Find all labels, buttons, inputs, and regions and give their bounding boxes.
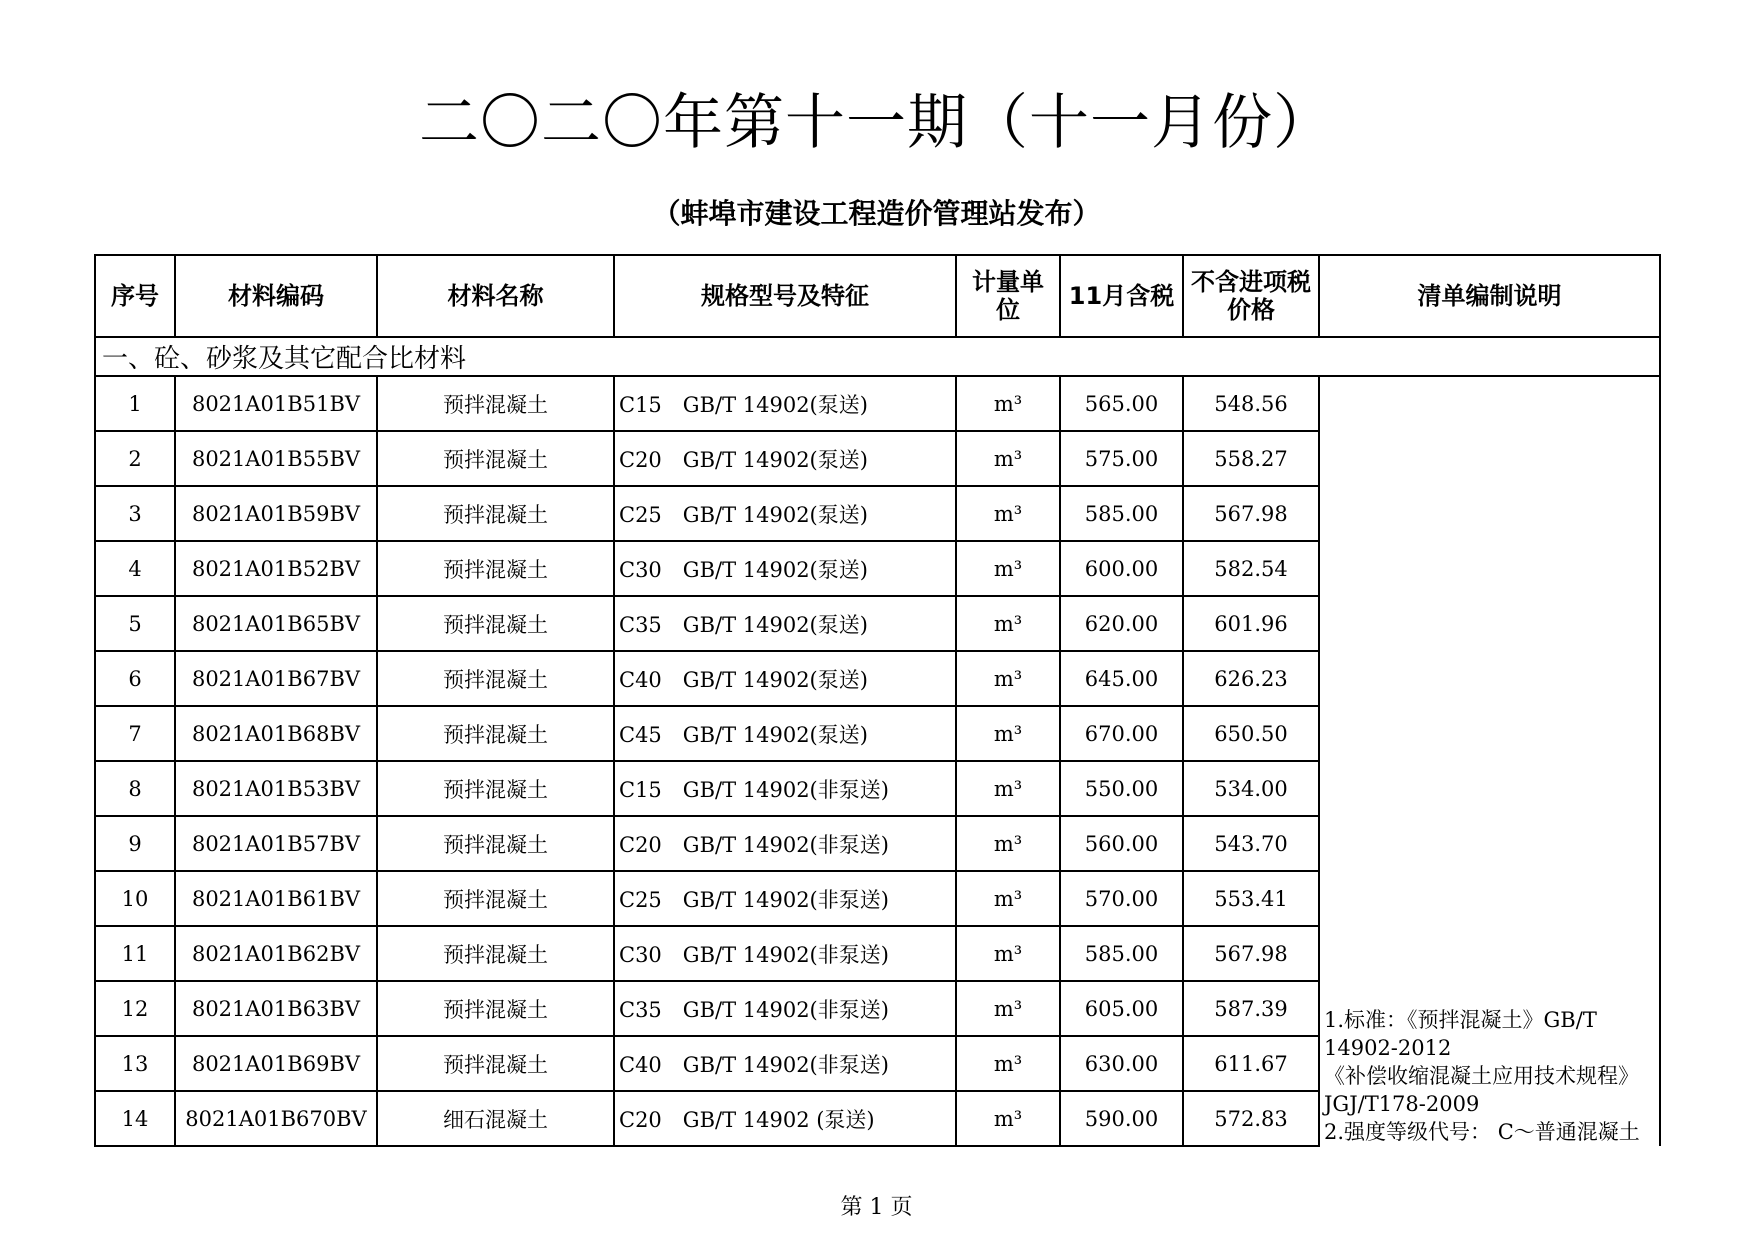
cell-unit: m³: [956, 486, 1060, 541]
cell-code: 8021A01B63BV: [175, 981, 377, 1036]
cell-price-notax: 534.00: [1183, 761, 1319, 816]
cell-spec: C35 GB/T 14902(泵送): [614, 596, 956, 651]
cell-index: 9: [95, 816, 175, 871]
cell-price-tax: 585.00: [1060, 926, 1183, 981]
cell-spec: C30 GB/T 14902(泵送): [614, 541, 956, 596]
header-unit: 计量单位: [956, 255, 1060, 337]
cell-unit: m³: [956, 1091, 1060, 1146]
cell-name: 预拌混凝土: [377, 926, 614, 981]
cell-spec: C15 GB/T 14902(非泵送): [614, 761, 956, 816]
cell-price-notax: 548.56: [1183, 376, 1319, 431]
cell-code: 8021A01B61BV: [175, 871, 377, 926]
cell-price-notax: 567.98: [1183, 486, 1319, 541]
cell-code: 8021A01B59BV: [175, 486, 377, 541]
cell-index: 8: [95, 761, 175, 816]
cell-code: 8021A01B67BV: [175, 651, 377, 706]
cell-index: 13: [95, 1036, 175, 1091]
page-title: 二〇二〇年第十一期（十一月份）: [419, 88, 1334, 158]
cell-code: 8021A01B55BV: [175, 431, 377, 486]
cell-index: 4: [95, 541, 175, 596]
price-table: [94, 254, 1661, 1147]
cell-code: 8021A01B51BV: [175, 376, 377, 431]
table-row: [95, 376, 1660, 431]
cell-price-notax: 567.98: [1183, 926, 1319, 981]
cell-price-tax: 620.00: [1060, 596, 1183, 651]
notes-cell: [1319, 376, 1660, 1146]
header-name: 材料名称: [377, 255, 614, 337]
cell-unit: m³: [956, 871, 1060, 926]
cell-unit: m³: [956, 431, 1060, 486]
cell-spec: C15 GB/T 14902(泵送): [614, 376, 956, 431]
cell-index: 7: [95, 706, 175, 761]
publisher-subtitle: （蚌埠市建设工程造价管理站发布）: [652, 197, 1101, 230]
cell-spec: C25 GB/T 14902(非泵送): [614, 871, 956, 926]
cell-name: 预拌混凝土: [377, 541, 614, 596]
cell-price-tax: 585.00: [1060, 486, 1183, 541]
cell-unit: m³: [956, 596, 1060, 651]
cell-name: 预拌混凝土: [377, 596, 614, 651]
cell-index: 10: [95, 871, 175, 926]
cell-price-tax: 560.00: [1060, 816, 1183, 871]
cell-spec: C30 GB/T 14902(非泵送): [614, 926, 956, 981]
notes-line: 1.标准：《预拌混凝土》GB/T 14902-2012: [1324, 1008, 1597, 1060]
cell-code: 8021A01B57BV: [175, 816, 377, 871]
cell-unit: m³: [956, 651, 1060, 706]
cell-price-notax: 558.27: [1183, 431, 1319, 486]
cell-index: 11: [95, 926, 175, 981]
cell-price-notax: 626.23: [1183, 651, 1319, 706]
cell-price-tax: 645.00: [1060, 651, 1183, 706]
header-row: [95, 255, 1660, 337]
cell-price-tax: 565.00: [1060, 376, 1183, 431]
cell-name: 预拌混凝土: [377, 431, 614, 486]
cell-spec: C35 GB/T 14902(非泵送): [614, 981, 956, 1036]
section-title: 一、砼、砂浆及其它配合比材料: [95, 337, 1660, 376]
cell-spec: C40 GB/T 14902(泵送): [614, 651, 956, 706]
cell-unit: m³: [956, 761, 1060, 816]
cell-unit: m³: [956, 816, 1060, 871]
header-price-tax: 11月含税: [1060, 255, 1183, 337]
cell-unit: m³: [956, 1036, 1060, 1091]
cell-code: 8021A01B52BV: [175, 541, 377, 596]
cell-code: 8021A01B670BV: [175, 1091, 377, 1146]
cell-price-tax: 600.00: [1060, 541, 1183, 596]
cell-index: 2: [95, 431, 175, 486]
cell-price-tax: 570.00: [1060, 871, 1183, 926]
cell-price-notax: 601.96: [1183, 596, 1319, 651]
header-index: 序号: [95, 255, 175, 337]
header-spec: 规格型号及特征: [614, 255, 956, 337]
cell-index: 3: [95, 486, 175, 541]
cell-index: 5: [95, 596, 175, 651]
cell-price-tax: 605.00: [1060, 981, 1183, 1036]
cell-unit: m³: [956, 926, 1060, 981]
cell-spec: C45 GB/T 14902(泵送): [614, 706, 956, 761]
cell-price-notax: 587.39: [1183, 981, 1319, 1036]
cell-index: 12: [95, 981, 175, 1036]
cell-name: 预拌混凝土: [377, 761, 614, 816]
cell-price-tax: 670.00: [1060, 706, 1183, 761]
cell-name: 预拌混凝土: [377, 816, 614, 871]
cell-name: 预拌混凝土: [377, 1036, 614, 1091]
cell-spec: C40 GB/T 14902(非泵送): [614, 1036, 956, 1091]
cell-index: 6: [95, 651, 175, 706]
cell-price-notax: 553.41: [1183, 871, 1319, 926]
cell-index: 1: [95, 376, 175, 431]
cell-price-notax: 572.83: [1183, 1091, 1319, 1146]
cell-code: 8021A01B69BV: [175, 1036, 377, 1091]
cell-spec: C20 GB/T 14902 (泵送): [614, 1091, 956, 1146]
cell-price-notax: 582.54: [1183, 541, 1319, 596]
header-code: 材料编码: [175, 255, 377, 337]
cell-price-notax: 543.70: [1183, 816, 1319, 871]
cell-price-tax: 630.00: [1060, 1036, 1183, 1091]
cell-spec: C25 GB/T 14902(泵送): [614, 486, 956, 541]
cell-name: 预拌混凝土: [377, 651, 614, 706]
cell-price-notax: 611.67: [1183, 1036, 1319, 1091]
section-row: [95, 337, 1660, 376]
cell-code: 8021A01B65BV: [175, 596, 377, 651]
cell-code: 8021A01B68BV: [175, 706, 377, 761]
cell-spec: C20 GB/T 14902(泵送): [614, 431, 956, 486]
notes-line: 《补偿收缩混凝土应用技术规程》JGJ/T178-2009: [1324, 1064, 1639, 1116]
cell-name: 预拌混凝土: [377, 981, 614, 1036]
cell-unit: m³: [956, 376, 1060, 431]
notes-line: 2.强度等级代号： C～普通混凝土: [1324, 1120, 1640, 1144]
cell-unit: m³: [956, 541, 1060, 596]
cell-price-tax: 575.00: [1060, 431, 1183, 486]
cell-spec: C20 GB/T 14902(非泵送): [614, 816, 956, 871]
cell-unit: m³: [956, 706, 1060, 761]
cell-price-notax: 650.50: [1183, 706, 1319, 761]
cell-name: 预拌混凝土: [377, 486, 614, 541]
page-number: 第 1 页: [840, 1195, 913, 1220]
cell-unit: m³: [956, 981, 1060, 1036]
cell-code: 8021A01B53BV: [175, 761, 377, 816]
cell-price-tax: 550.00: [1060, 761, 1183, 816]
header-price-notax: 不含进项税价格: [1183, 255, 1319, 337]
cell-code: 8021A01B62BV: [175, 926, 377, 981]
cell-price-tax: 590.00: [1060, 1091, 1183, 1146]
cell-name: 细石混凝土: [377, 1091, 614, 1146]
cell-name: 预拌混凝土: [377, 871, 614, 926]
cell-name: 预拌混凝土: [377, 376, 614, 431]
cell-index: 14: [95, 1091, 175, 1146]
header-notes: 清单编制说明: [1319, 255, 1660, 337]
cell-name: 预拌混凝土: [377, 706, 614, 761]
